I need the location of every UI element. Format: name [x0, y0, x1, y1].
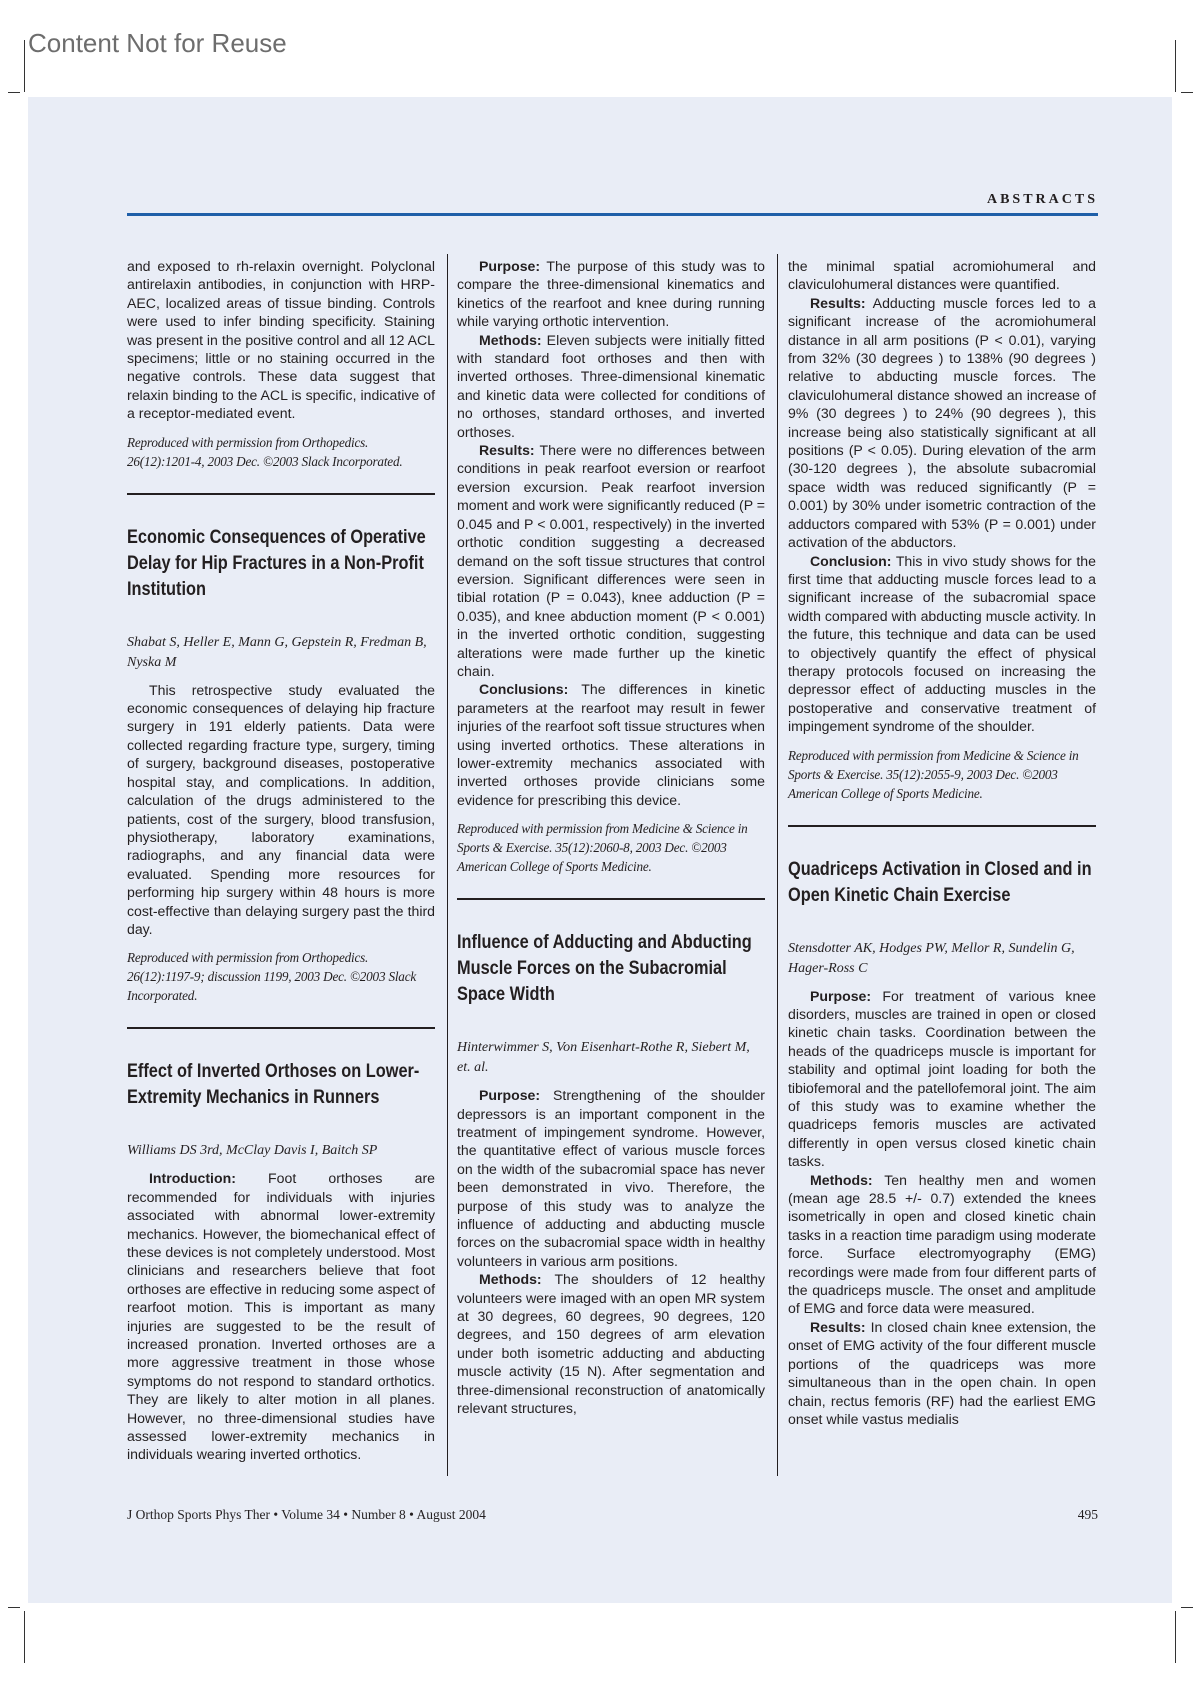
article-authors: Shabat S, Heller E, Mann G, Gepstein R, Fredman B, Nyska M [127, 634, 427, 670]
section-label-purpose: Purpose: [810, 987, 872, 1004]
paragraph [788, 1171, 1096, 1318]
crop-mark-bottom-left-v [24, 1611, 25, 1663]
paragraph-text: In closed chain knee extension, the onset of EMG activity of the four different muscle portions of the quadriceps was more simultaneous than in the open chain. In open chain, rectus femoris (RF) had the earliest EMG onset while vastus medialis [788, 1318, 1096, 1427]
article-authors: Hinterwimmer S, Von Eisenhart-Rothe R, Siebert M, et. al. [457, 1040, 750, 1076]
page-header [127, 188, 1098, 218]
paragraph-text: Ten healthy men and women (mean age 28.5 +/- 0.7) extended the knees isometrically in open and closed kinetic chain tasks in a reaction time paradigm using moderate force. Surface electromyography (EMG) recordings were made from four different parts of the quadriceps muscle. The onset and amplitude of EMG and force data were measured. [788, 1171, 1096, 1317]
section-label-methods: Methods: [810, 1171, 873, 1188]
paragraph: the minimal spatial acromiohumeral and claviculohumeral distances were quantified. [788, 258, 1096, 293]
paragraph-text: Adducting muscle forces led to a significant increase of the acromiohumeral distance in all arm positions (P < 0.01), varying from 32% (30 degrees ) to 138% (90 degrees ) relative to abducting muscle forces. The claviculohumeral distance showed an increase of 9% (30 degrees ) to 24% (90 degrees ), this increase being also statistically significant at all positions (P < 0.05). During elevation of the arm (30-120 degrees ), the absolute subacromial space width was reduced significantly (P = 0.001) by 30% under isometric contraction of the adductors compared with 53% (P = 0.001) under activation of the abductors. [788, 294, 1096, 551]
crop-mark-top-left-v [24, 40, 25, 92]
paragraph-text: The differences in kinetic parameters at the rearfoot may result in fewer injuries of the rearfoot soft tissue structures when using inverted orthotics. These alterations in lower-extremity mechanics associated with inverted orthoses provide clinicians some evidence for prescribing this device. [457, 681, 765, 808]
paragraph [457, 331, 765, 441]
column-divider-1 [447, 254, 448, 1476]
reproduction-note: Reproduced with permission from Orthopedics. 26(12):1201-4, 2003 Dec. ©2003 Slack Incorporated. [127, 434, 403, 469]
section-label-results: Results: [479, 442, 535, 459]
crop-mark-bottom-right-v [1175, 1611, 1176, 1663]
paragraph [788, 294, 1096, 552]
paragraph [457, 1270, 765, 1417]
section-label-conclusions: Conclusions: [479, 681, 569, 698]
crop-mark-bottom-right-h [1181, 1607, 1193, 1608]
paragraph [457, 680, 765, 809]
reproduction-note: Reproduced with permission from Orthopedics. 26(12):1197-9; discussion 1199, 2003 Dec. ©2003 Slack Incorporated. [127, 950, 417, 1004]
paragraph-text: This in vivo study shows for the first time that adducting muscle forces lead to a significant increase of the subacromial space width compared with abducting muscle activity. In the future, this technique and data can be used to objectively quantify the effect of physical therapy protocols focused on increasing the depressor effect of adducting muscles in the postoperative and conservative treatment of impingement syndrome of the shoulder. [788, 552, 1096, 735]
section-label-purpose: Purpose: [479, 258, 541, 274]
paragraph [127, 1169, 435, 1464]
section-label-purpose: Purpose: [479, 1087, 541, 1104]
column-1 [127, 257, 435, 1464]
watermark-text: Content Not for Reuse [28, 28, 287, 58]
column-divider-2 [777, 254, 778, 1476]
section-label: ABSTRACTS [986, 192, 1098, 207]
section-label-methods: Methods: [479, 331, 542, 348]
paragraph [457, 257, 765, 331]
section-label-methods: Methods: [479, 1271, 542, 1288]
paragraph-text: Strengthening of the shoulder depressors is an important component in the treatment of impingement syndrome. However, the quantitative effect of various muscle forces on the width of the subacromial space has never been demonstrated in vivo. Therefore, the purpose of this study was to analyze the influence of adducting and abducting muscle forces on the subacromial space width in healthy volunteers in various arm positions. [457, 1087, 765, 1269]
paragraph-text: The purpose of this study was to compare the three-dimensional kinematics and kinetics of the rearfoot and knee during running while varying orthotic intervention. [457, 258, 765, 330]
crop-mark-top-right-h [1181, 92, 1193, 93]
section-label-results: Results: [810, 1318, 866, 1335]
reproduction-note: Reproduced with permission from Medicine & Science in Sports & Exercise. 35(12):2055-9, 2003 Dec. ©2003 American College of Sports Medicine. [788, 747, 1079, 801]
page-number: 495 [1077, 1507, 1098, 1522]
article-authors: Williams DS 3rd, McClay Davis I, Baitch SP [127, 1143, 378, 1159]
article-divider [788, 825, 1096, 827]
crop-mark-top-right-v [1175, 40, 1176, 92]
article-divider [127, 493, 435, 495]
paragraph [788, 552, 1096, 736]
journal-citation: J Orthop Sports Phys Ther • Volume 34 • Number 8 • August 2004 [127, 1507, 486, 1522]
paragraph-text: For treatment of various knee disorders, muscles are trained in open or closed kinetic chain tasks. Coordination between the heads of the quadriceps muscle is important for stability and optimal joint loading for both the tibiofemoral and the patellofemoral joint. The aim of this study was to examine whether the quadriceps femoris muscles are activated differently in open versus closed kinetic chain tasks. [788, 987, 1096, 1170]
paragraph-text: Foot orthoses are recommended for individuals with injuries associated with abnormal lower-extremity mechanics. However, the biomechanical effect of these devices is not completely understood. Most clinicians and researchers believe that foot orthoses are effective in reducing some aspect of rearfoot motion. This is important as many injuries are suggested to be the result of increased pronation. Inverted orthoses are a more aggressive treatment in those whose symptoms do not respond to standard orthotics. They are likely to alter motion in all planes. However, no three-dimensional studies have assessed lower-extremity mechanics in individuals wearing inverted orthotics. [127, 1170, 435, 1463]
page-footer [127, 1507, 1098, 1523]
paragraph-text: The shoulders of 12 healthy volunteers were imaged with an open MR system at 30 degrees, 60 degrees, 90 degrees, 120 degrees, and 150 degrees of arm elevation under both isometric adducting and abducting muscle activity (15 N). After segmentation and three-dimensional reconstruction of anatomically relevant structures, [457, 1271, 765, 1417]
article-divider [457, 898, 765, 900]
article-title: Influence of Adducting and Abducting Muscle Forces on the Subacromial Space Width [457, 932, 752, 1006]
paragraph-text: There were no differences between conditions in peak rearfoot eversion or rearfoot eversion excursion. Peak rearfoot inversion moment and work were significantly reduced (P = 0.045 and P < 0.001, respectively) in the inverted orthotic condition suggesting a decreased demand on the soft tissue structures that control eversion. Significant differences were seen in tibial rotation (P = 0.043), knee adduction (P = 0.035), and knee abduction moment (P < 0.001) in the inverted orthotic condition, suggesting alterations were made further up the kinetic chain. [457, 442, 765, 679]
article-title: Effect of Inverted Orthoses on Lower-Extremity Mechanics in Runners [127, 1061, 420, 1109]
column-2 [457, 257, 765, 1418]
article-divider [127, 1027, 435, 1029]
header-rule [127, 213, 1098, 216]
column-3 [788, 257, 1096, 1428]
section-label-results: Results: [810, 294, 866, 311]
article-authors: Stensdotter AK, Hodges PW, Mellor R, Sundelin G, Hager-Ross C [788, 940, 1075, 976]
article-title: Economic Consequences of Operative Delay for Hip Fractures in a Non-Profit Institution [127, 526, 426, 600]
section-label-introduction: Introduction: [149, 1170, 236, 1187]
paragraph: This retrospective study evaluated the economic consequences of delaying hip fracture surgery in 191 elderly patients. Data were collected regarding fracture type, surgery, timing of surgery, background diseases, postoperative hospital stay, and complications. In addition, calculation of the drugs administered to the patients, cost of the surgery, blood transfusion, physiotherapy, laboratory examinations, radiographs, and any financial data were evaluated. Spending more resources for performing hip surgery within 48 hours is more cost-effective than delaying surgery past the third day. [127, 681, 435, 937]
crop-mark-bottom-left-h [8, 1607, 20, 1608]
paragraph-text: Eleven subjects were initially fitted with standard foot orthoses and then with inverted orthoses. Three-dimensional kinematic and kinetic data were collected for conditions of no orthoses, standard orthoses, and inverted orthoses. [457, 331, 765, 440]
article-title: Quadriceps Activation in Closed and in Open Kinetic Chain Exercise [788, 858, 1092, 906]
paragraph [457, 1086, 765, 1270]
paragraph [457, 441, 765, 680]
section-label-conclusion: Conclusion: [810, 552, 892, 569]
paragraph [788, 987, 1096, 1171]
paragraph [788, 1318, 1096, 1428]
paragraph: and exposed to rh-relaxin overnight. Polyclonal antirelaxin antibodies, in conjunction with HRP-AEC, localized areas of tissue binding. Controls were used to infer binding specificity. Staining was present in the positive control and all 12 ACL specimens; little or no staining occurred in the negative controls. These data suggest that relaxin binding to the ACL is specific, indicative of a receptor-mediated event. [127, 258, 435, 422]
reproduction-note: Reproduced with permission from Medicine & Science in Sports & Exercise. 35(12):2060-8, 2003 Dec. ©2003 American College of Sports Medicine. [457, 821, 748, 875]
crop-mark-top-left-h [8, 92, 20, 93]
